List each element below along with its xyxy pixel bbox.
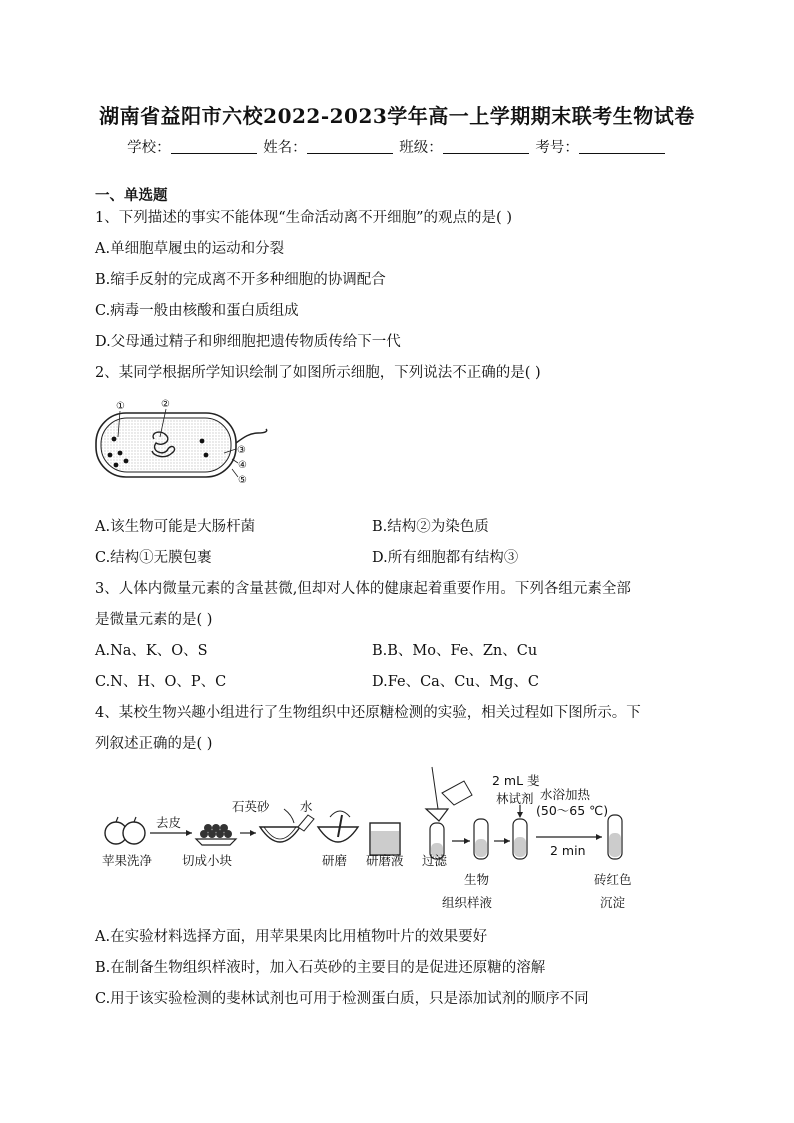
q1-option-a: A.单细胞草履虫的运动和分裂 — [95, 241, 285, 257]
q2-stem: 2、某同学根据所学知识绘制了如图所示细胞，下列说法不正确的是( ) — [95, 365, 541, 381]
ribosome-dot — [204, 453, 209, 458]
ribosome-dot — [108, 453, 113, 458]
sample-label-2: 组织样液 — [442, 895, 493, 910]
q2-option-c: C.结构①无膜包裹 — [95, 550, 212, 566]
q3-stem-line1: 3、人体内微量元素的含量甚微,但却对人体的健康起着重要作用。下列各组元素全部 — [95, 581, 631, 597]
step-liquid-label: 研磨液 — [366, 853, 404, 868]
arrowhead — [517, 812, 523, 818]
water-dropper — [298, 815, 314, 831]
q1-option-d: D.父母通过精子和卵细胞把遗传物质传给下一代 — [95, 334, 401, 350]
q1-option-b: B.缩手反射的完成离不开多种细胞的协调配合 — [95, 272, 386, 288]
figure-label-5: ⑤ — [238, 475, 247, 486]
bacterium-cell-figure — [92, 393, 282, 493]
q4-option-a: A.在实验材料选择方面，用苹果果肉比用植物叶片的效果要好 — [95, 929, 488, 945]
tube-liquid — [475, 839, 487, 857]
apple-piece — [212, 824, 220, 832]
figure-label-2: ② — [161, 399, 170, 410]
temperature-label: (50～65 ℃) — [536, 803, 609, 818]
q2-option-b: B.结构②为染色质 — [372, 519, 489, 535]
number-label: 考号： — [535, 140, 579, 156]
flagellum — [236, 429, 267, 443]
precipitate-label-2: 沉淀 — [600, 895, 626, 910]
beaker-liquid — [371, 831, 399, 854]
q1-option-c: C.病毒一般由核酸和蛋白质组成 — [95, 303, 299, 319]
step-peel-label: 去皮 — [156, 815, 182, 830]
q4-option-c: C.用于该实验检测的斐林试剂也可用于检测蛋白质，只是添加试剂的顺序不同 — [95, 991, 589, 1007]
figure-label-3: ③ — [237, 445, 246, 456]
arrowhead — [464, 838, 470, 844]
step-cut-label: 切成小块 — [182, 853, 233, 868]
pouring-beaker — [442, 781, 472, 805]
glass-rod — [432, 767, 438, 809]
ribosome-dot — [114, 463, 119, 468]
q4-stem-line1: 4、某校生物兴趣小组进行了生物组织中还原糖检测的实验，相关过程如下图所示。下 — [95, 705, 641, 721]
school-label: 学校： — [127, 140, 171, 156]
reducing-sugar-experiment-figure — [92, 765, 692, 915]
figure-label-1: ① — [116, 401, 125, 412]
number-blank — [579, 139, 665, 154]
arrowhead — [186, 830, 192, 836]
ribosome-dot — [200, 439, 205, 444]
q3-option-b: B.B、Mo、Fe、Zn、Cu — [372, 643, 538, 659]
step-wash-label: 苹果洗净 — [102, 853, 153, 868]
q3-stem-line2: 是微量元素的是( ) — [95, 612, 213, 628]
ribosome-dot — [124, 459, 129, 464]
page-title: 湖南省益阳市六校2022-2023学年高一上学期期末联考生物试卷 — [99, 104, 695, 128]
q2-option-a: A.该生物可能是大肠杆菌 — [95, 519, 256, 535]
ribosome-dot — [118, 451, 123, 456]
apple-icon — [123, 822, 145, 844]
arrowhead — [596, 834, 602, 840]
q4-option-b: B.在制备生物组织样液时，加入石英砂的主要目的是促进还原糖的溶解 — [95, 960, 546, 976]
arrowhead — [250, 830, 256, 836]
student-info-row — [0, 136, 794, 157]
q3-option-d: D.Fe、Ca、Cu、Mg、C — [372, 674, 539, 690]
figure-label-4: ④ — [238, 460, 247, 471]
precipitate-label-1: 砖红色 — [594, 872, 632, 887]
tube-liquid — [609, 833, 621, 857]
pour-line — [284, 809, 294, 823]
school-blank — [171, 139, 257, 154]
sample-label-1: 生物 — [464, 872, 490, 887]
class-label: 班级： — [399, 140, 443, 156]
ribosome-dot — [112, 437, 117, 442]
apple-piece — [204, 824, 212, 832]
tube-liquid — [514, 837, 526, 857]
reagent-label-2: 林试剂 — [496, 791, 534, 806]
q2-option-d: D.所有细胞都有结构③ — [372, 550, 519, 566]
step-grind-label: 研磨 — [322, 853, 348, 868]
name-blank — [307, 139, 393, 154]
reagent-label-1: 2 mL 斐 — [492, 773, 540, 788]
q1-stem: 1、下列描述的事实不能体现“生命活动离不开细胞”的观点的是( ) — [95, 210, 512, 226]
apple-piece — [220, 824, 228, 832]
q4-stem-line2: 列叙述正确的是( ) — [95, 736, 213, 752]
quartz-sand-label: 石英砂 — [232, 799, 270, 814]
apple-stems — [116, 817, 136, 822]
section-heading: 一、单选题 — [95, 187, 168, 204]
step-filter-label: 过滤 — [422, 853, 448, 868]
time-label: 2 min — [550, 843, 586, 858]
funnel-icon — [426, 809, 448, 821]
water-label: 水 — [300, 799, 313, 814]
water-bath-label: 水浴加热 — [540, 787, 591, 802]
cell-membrane-outline — [101, 418, 231, 472]
class-blank — [443, 139, 529, 154]
plate-icon — [196, 839, 236, 845]
q3-option-a: A.Na、K、O、S — [95, 643, 208, 659]
name-label: 姓名： — [263, 140, 307, 156]
arrowhead — [504, 838, 510, 844]
grind-motion — [330, 811, 350, 817]
q3-option-c: C.N、H、O、P、C — [95, 674, 227, 690]
